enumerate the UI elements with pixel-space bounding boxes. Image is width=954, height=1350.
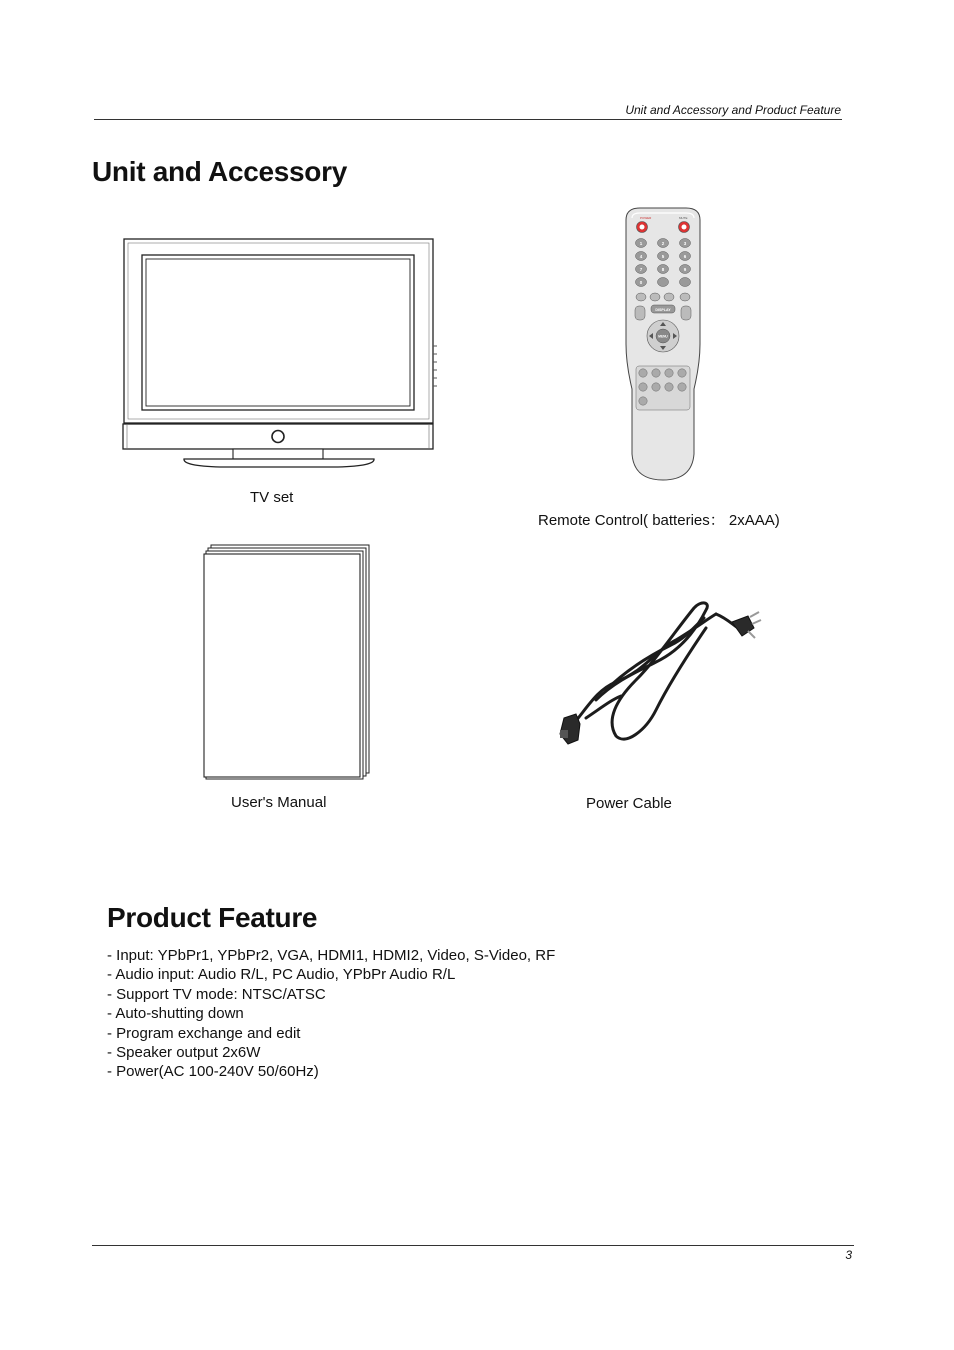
svg-text:6: 6 [683, 254, 687, 259]
power-cable-label: Power Cable [586, 795, 672, 812]
unit-accessory-title: Unit and Accessory [92, 156, 347, 187]
remote-power-label: POWER [640, 216, 652, 220]
footer-rule [92, 1245, 854, 1246]
svg-text:0: 0 [639, 280, 643, 285]
feature-item: - Speaker output 2x6W [107, 1044, 261, 1062]
users-manual-illustration [201, 543, 373, 781]
svg-text:5: 5 [661, 254, 665, 259]
feature-item: - Support TV mode: NTSC/ATSC [107, 985, 326, 1003]
remote-menu-label: MENU [658, 334, 668, 339]
remote-mute-label: MUTE [679, 216, 688, 220]
remote-control-illustration [618, 204, 708, 484]
feature-list [107, 946, 555, 1082]
svg-text:3: 3 [683, 241, 687, 246]
svg-text:9: 9 [683, 267, 687, 272]
remote-display-label: DISPLAY [655, 308, 671, 312]
svg-text:4: 4 [639, 254, 643, 259]
remote-control-label: Remote Control( batteries： 2xAAA) [538, 512, 780, 529]
product-feature-title: Product Feature [107, 902, 318, 933]
tv-set-label: TV set [250, 489, 294, 506]
svg-text:8: 8 [661, 267, 665, 272]
users-manual-label: User's Manual [231, 794, 327, 811]
page-number: 3 [845, 1248, 852, 1262]
tv-set-illustration [120, 236, 438, 472]
feature-item: - Audio input: Audio R/L, PC Audio, YPbPr Audio R/L [107, 966, 456, 984]
feature-item: - Input: YPbPr1, YPbPr2, VGA, HDMI1, HDMI2, Video, S-Video, RF [107, 947, 556, 964]
svg-text:2: 2 [661, 241, 665, 246]
feature-item: - Auto-shutting down [107, 1005, 244, 1023]
running-header: Unit and Accessory and Product Feature [625, 103, 841, 117]
feature-item: - Power(AC 100-240V 50/60Hz) [107, 1063, 319, 1081]
svg-text:1: 1 [639, 241, 643, 246]
svg-text:7: 7 [639, 267, 643, 272]
power-cable-illustration [556, 600, 762, 750]
feature-item: - Program exchange and edit [107, 1024, 301, 1042]
header-rule [94, 119, 842, 120]
